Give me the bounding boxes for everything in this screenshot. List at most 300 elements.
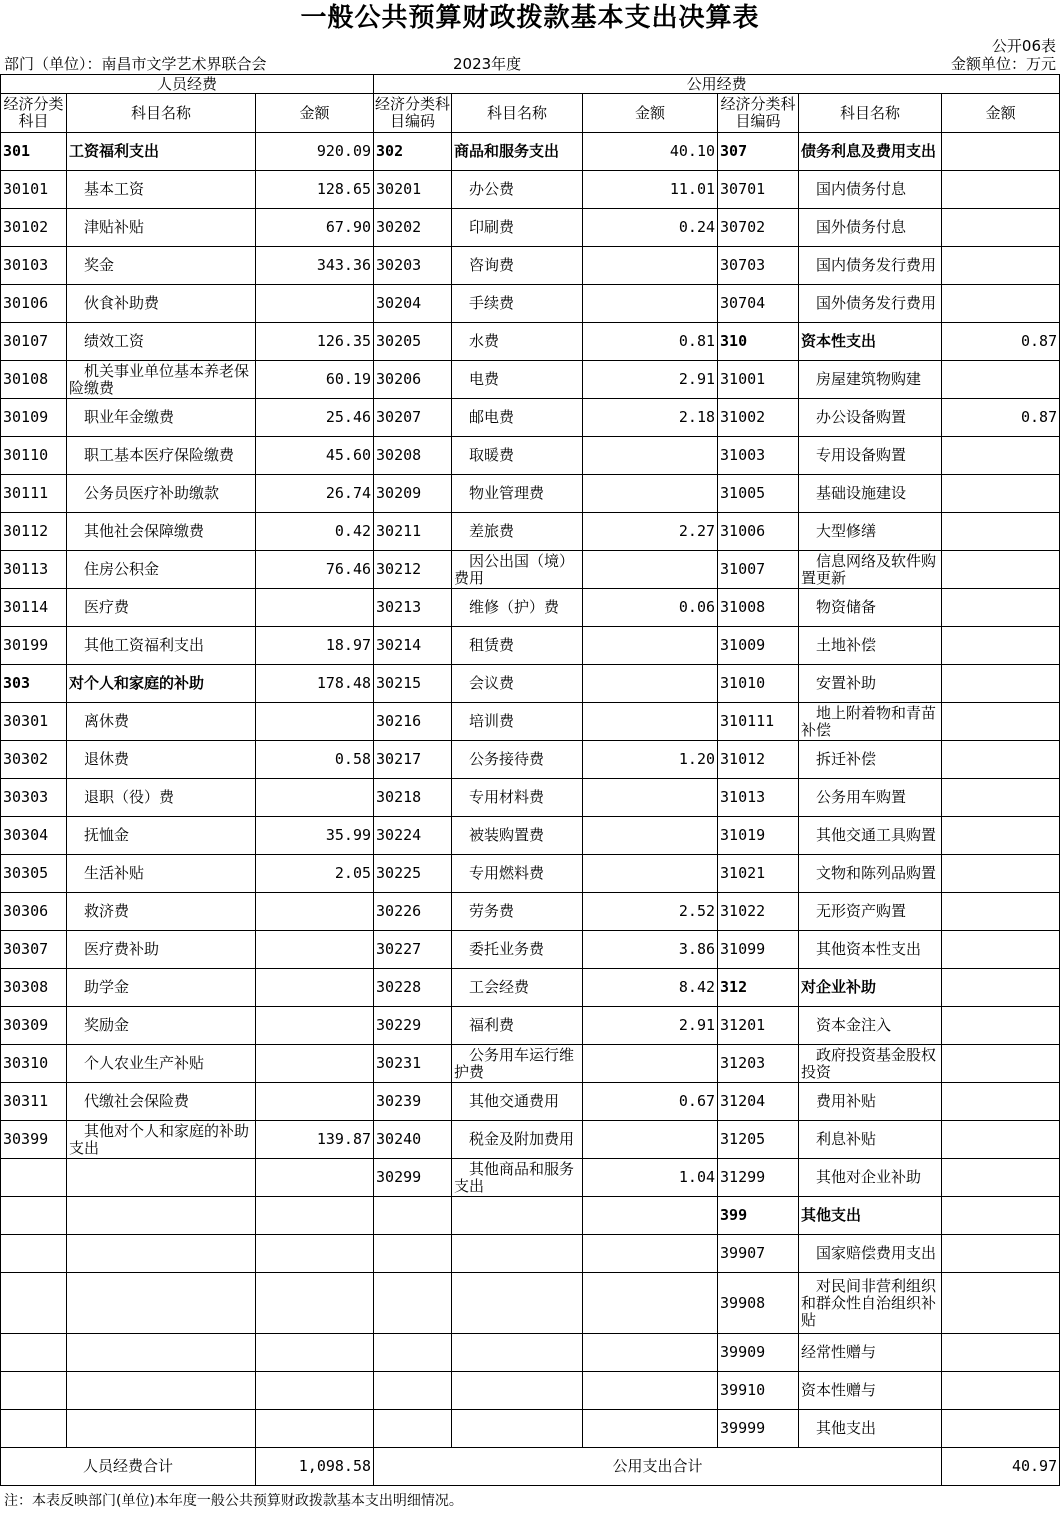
table-row: [1, 969, 1060, 1007]
amount-cell: [942, 437, 1060, 475]
amount-cell: [942, 1197, 1060, 1235]
name-cell: 个人农业生产补贴: [67, 1045, 256, 1083]
code-cell: 30226: [374, 893, 452, 931]
name-cell: 奖励金: [67, 1007, 256, 1045]
amount-cell: 2.91: [583, 361, 718, 399]
code-cell: 307: [718, 133, 799, 171]
name-cell: [452, 1273, 583, 1334]
amount-cell: 2.27: [583, 513, 718, 551]
amount-cell: 25.46: [256, 399, 374, 437]
amount-cell: [942, 361, 1060, 399]
code-cell: 30106: [1, 285, 67, 323]
code-cell: [374, 1372, 452, 1410]
code-cell: 31099: [718, 931, 799, 969]
name-cell: 咨询费: [452, 247, 583, 285]
name-cell: 租赁费: [452, 627, 583, 665]
name-cell: 伙食补助费: [67, 285, 256, 323]
code-cell: 31010: [718, 665, 799, 703]
name-cell: 维修（护）费: [452, 589, 583, 627]
name-cell: 物业管理费: [452, 475, 583, 513]
amount-cell: [942, 209, 1060, 247]
amount-cell: 1.04: [583, 1159, 718, 1197]
name-cell: 离休费: [67, 703, 256, 741]
name-cell: 劳务费: [452, 893, 583, 931]
name-cell: 债务利息及费用支出: [799, 133, 942, 171]
code-cell: 30203: [374, 247, 452, 285]
amount-cell: [583, 1121, 718, 1159]
name-cell: 印刷费: [452, 209, 583, 247]
table-row: [1, 1121, 1060, 1159]
table-row: [1, 855, 1060, 893]
personnel-total-label: 人员经费合计: [1, 1448, 256, 1486]
code-cell: 30209: [374, 475, 452, 513]
department-label: 部门（单位）：南昌市文学艺术界联合会: [4, 55, 267, 73]
table-row: [1, 361, 1060, 399]
amount-cell: [942, 1334, 1060, 1372]
name-cell: 经常性赠与: [799, 1334, 942, 1372]
code-cell: 31005: [718, 475, 799, 513]
name-cell: 委托业务费: [452, 931, 583, 969]
amount-cell: 3.86: [583, 931, 718, 969]
expenditure-table: [0, 74, 1060, 1486]
table-row: [1, 247, 1060, 285]
name-cell: [452, 1334, 583, 1372]
code-cell: [1, 1235, 67, 1273]
name-cell: 因公出国（境）费用: [452, 551, 583, 589]
name-cell: 大型修缮: [799, 513, 942, 551]
amount-cell: 26.74: [256, 475, 374, 513]
footnote: 注：本表反映部门(单位)本年度一般公共预算财政拨款基本支出明细情况。: [4, 1493, 463, 1509]
name-cell: 无形资产购置: [799, 893, 942, 931]
amount-cell: 11.01: [583, 171, 718, 209]
code-cell: 30302: [1, 741, 67, 779]
name-cell: 基础设施建设: [799, 475, 942, 513]
code-cell: 30101: [1, 171, 67, 209]
group-header-personnel: 人员经费: [1, 75, 374, 94]
code-cell: 30309: [1, 1007, 67, 1045]
name-cell: 费用补贴: [799, 1083, 942, 1121]
amount-cell: [942, 551, 1060, 589]
code-cell: 30108: [1, 361, 67, 399]
amount-cell: [942, 589, 1060, 627]
table-row: [1, 475, 1060, 513]
amount-cell: [942, 1121, 1060, 1159]
name-cell: 生活补贴: [67, 855, 256, 893]
code-cell: 30306: [1, 893, 67, 931]
code-cell: 30703: [718, 247, 799, 285]
name-cell: 拆迁补偿: [799, 741, 942, 779]
code-cell: 39999: [718, 1410, 799, 1448]
name-cell: 取暖费: [452, 437, 583, 475]
code-cell: 30218: [374, 779, 452, 817]
amount-cell: [942, 817, 1060, 855]
table-row: [1, 551, 1060, 589]
code-cell: 302: [374, 133, 452, 171]
amount-cell: [583, 1372, 718, 1410]
amount-cell: [942, 475, 1060, 513]
table-row: [1, 703, 1060, 741]
table-row: [1, 285, 1060, 323]
name-cell: 商品和服务支出: [452, 133, 583, 171]
code-cell: 31201: [718, 1007, 799, 1045]
code-cell: 31019: [718, 817, 799, 855]
code-cell: 30109: [1, 399, 67, 437]
name-cell: 基本工资: [67, 171, 256, 209]
code-cell: 31022: [718, 893, 799, 931]
code-cell: [1, 1197, 67, 1235]
code-cell: 30211: [374, 513, 452, 551]
amount-cell: 139.87: [256, 1121, 374, 1159]
amount-cell: [942, 1159, 1060, 1197]
amount-cell: [583, 1334, 718, 1372]
header-code: 经济分类科目编码: [718, 94, 799, 133]
name-cell: 水费: [452, 323, 583, 361]
name-cell: 工资福利支出: [67, 133, 256, 171]
name-cell: 医疗费补助: [67, 931, 256, 969]
code-cell: [1, 1372, 67, 1410]
name-cell: 培训费: [452, 703, 583, 741]
amount-cell: 76.46: [256, 551, 374, 589]
amount-cell: 35.99: [256, 817, 374, 855]
name-cell: 奖金: [67, 247, 256, 285]
code-cell: 30307: [1, 931, 67, 969]
table-row: [1, 1197, 1060, 1235]
table-row: [1, 589, 1060, 627]
amount-cell: [256, 1159, 374, 1197]
header-name: 科目名称: [799, 94, 942, 133]
name-cell: 专用材料费: [452, 779, 583, 817]
table-row: [1, 1159, 1060, 1197]
name-cell: 其他对个人和家庭的补助支出: [67, 1121, 256, 1159]
code-cell: 30303: [1, 779, 67, 817]
amount-cell: [583, 627, 718, 665]
name-cell: 专用设备购置: [799, 437, 942, 475]
code-cell: 30204: [374, 285, 452, 323]
code-cell: 30206: [374, 361, 452, 399]
code-cell: 30113: [1, 551, 67, 589]
header-name: 科目名称: [67, 94, 256, 133]
code-cell: 30216: [374, 703, 452, 741]
amount-cell: [942, 1410, 1060, 1448]
code-cell: 31204: [718, 1083, 799, 1121]
name-cell: 助学金: [67, 969, 256, 1007]
amount-cell: 2.91: [583, 1007, 718, 1045]
name-cell: 会议费: [452, 665, 583, 703]
amount-cell: [583, 779, 718, 817]
amount-cell: [942, 1273, 1060, 1334]
table-row: [1, 209, 1060, 247]
table-row: [1, 665, 1060, 703]
code-cell: 30213: [374, 589, 452, 627]
table-row: [1, 1007, 1060, 1045]
name-cell: 利息补贴: [799, 1121, 942, 1159]
name-cell: 公务员医疗补助缴款: [67, 475, 256, 513]
name-cell: 其他资本性支出: [799, 931, 942, 969]
code-cell: 30202: [374, 209, 452, 247]
amount-cell: [583, 1273, 718, 1334]
name-cell: 其他对企业补助: [799, 1159, 942, 1197]
table-row: [1, 513, 1060, 551]
name-cell: 资本性赠与: [799, 1372, 942, 1410]
code-cell: 30299: [374, 1159, 452, 1197]
amount-cell: [942, 855, 1060, 893]
amount-cell: [942, 513, 1060, 551]
amount-cell: [256, 1235, 374, 1273]
amount-cell: [256, 1334, 374, 1372]
name-cell: [67, 1159, 256, 1197]
amount-cell: [942, 1007, 1060, 1045]
table-row: [1, 893, 1060, 931]
code-cell: 39909: [718, 1334, 799, 1372]
table-row: [1, 399, 1060, 437]
code-cell: [374, 1410, 452, 1448]
name-cell: 公务用车运行维护费: [452, 1045, 583, 1083]
name-cell: 邮电费: [452, 399, 583, 437]
name-cell: 国外债务付息: [799, 209, 942, 247]
amount-cell: 60.19: [256, 361, 374, 399]
amount-cell: [583, 437, 718, 475]
code-cell: 31299: [718, 1159, 799, 1197]
amount-cell: [942, 1372, 1060, 1410]
amount-cell: [942, 779, 1060, 817]
year-label: 2023年度: [453, 55, 522, 73]
code-cell: 30111: [1, 475, 67, 513]
name-cell: [67, 1410, 256, 1448]
amount-cell: [583, 285, 718, 323]
amount-cell: [942, 627, 1060, 665]
table-row: [1, 1410, 1060, 1448]
amount-cell: [256, 1197, 374, 1235]
code-cell: 31012: [718, 741, 799, 779]
name-cell: [452, 1197, 583, 1235]
name-cell: 其他交通费用: [452, 1083, 583, 1121]
name-cell: 其他交通工具购置: [799, 817, 942, 855]
amount-cell: 1.20: [583, 741, 718, 779]
amount-cell: [942, 703, 1060, 741]
amount-cell: 2.05: [256, 855, 374, 893]
code-cell: 30205: [374, 323, 452, 361]
code-cell: [374, 1197, 452, 1235]
amount-cell: [942, 665, 1060, 703]
amount-cell: [583, 855, 718, 893]
code-cell: 310111: [718, 703, 799, 741]
code-cell: 30399: [1, 1121, 67, 1159]
name-cell: 代缴社会保险费: [67, 1083, 256, 1121]
name-cell: 退职（役）费: [67, 779, 256, 817]
amount-cell: [942, 1045, 1060, 1083]
name-cell: 土地补偿: [799, 627, 942, 665]
code-cell: 30199: [1, 627, 67, 665]
name-cell: 国内债务付息: [799, 171, 942, 209]
table-row: [1, 1273, 1060, 1334]
amount-cell: [942, 1235, 1060, 1273]
amount-cell: [583, 475, 718, 513]
code-cell: 30217: [374, 741, 452, 779]
amount-cell: 0.87: [942, 399, 1060, 437]
code-cell: [1, 1334, 67, 1372]
code-cell: 30702: [718, 209, 799, 247]
name-cell: 专用燃料费: [452, 855, 583, 893]
amount-cell: [256, 703, 374, 741]
amount-cell: [942, 285, 1060, 323]
amount-cell: [942, 247, 1060, 285]
amount-cell: 18.97: [256, 627, 374, 665]
amount-cell: [256, 893, 374, 931]
amount-cell: 0.24: [583, 209, 718, 247]
code-cell: [1, 1273, 67, 1334]
code-cell: 30110: [1, 437, 67, 475]
amount-cell: [583, 247, 718, 285]
header-amount: 金额: [256, 94, 374, 133]
name-cell: 退休费: [67, 741, 256, 779]
header-code: 经济分类科目: [1, 94, 67, 133]
amount-cell: 2.18: [583, 399, 718, 437]
code-cell: 30224: [374, 817, 452, 855]
name-cell: 其他支出: [799, 1410, 942, 1448]
code-cell: 31009: [718, 627, 799, 665]
amount-cell: [256, 1372, 374, 1410]
code-cell: 31006: [718, 513, 799, 551]
name-cell: 职工基本医疗保险缴费: [67, 437, 256, 475]
code-cell: 30201: [374, 171, 452, 209]
code-cell: 30308: [1, 969, 67, 1007]
amount-cell: [942, 171, 1060, 209]
amount-cell: 0.42: [256, 513, 374, 551]
table-row: [1, 1045, 1060, 1083]
code-cell: 30208: [374, 437, 452, 475]
header-amount: 金额: [583, 94, 718, 133]
amount-cell: [256, 589, 374, 627]
amount-cell: [583, 703, 718, 741]
code-cell: 30103: [1, 247, 67, 285]
amount-cell: [256, 1410, 374, 1448]
amount-cell: [583, 1045, 718, 1083]
page-title: 一般公共预算财政拨款基本支出决算表: [300, 3, 760, 33]
name-cell: 差旅费: [452, 513, 583, 551]
table-row: [1, 1235, 1060, 1273]
name-cell: 资本金注入: [799, 1007, 942, 1045]
name-cell: 国外债务发行费用: [799, 285, 942, 323]
code-cell: 312: [718, 969, 799, 1007]
name-cell: 对企业补助: [799, 969, 942, 1007]
name-cell: 对个人和家庭的补助: [67, 665, 256, 703]
name-cell: 机关事业单位基本养老保险缴费: [67, 361, 256, 399]
amount-cell: [256, 1083, 374, 1121]
code-cell: 31003: [718, 437, 799, 475]
name-cell: 抚恤金: [67, 817, 256, 855]
amount-cell: [583, 1410, 718, 1448]
amount-cell: 0.81: [583, 323, 718, 361]
header-name: 科目名称: [452, 94, 583, 133]
code-cell: 301: [1, 133, 67, 171]
code-cell: 39908: [718, 1273, 799, 1334]
amount-cell: 128.65: [256, 171, 374, 209]
name-cell: [67, 1197, 256, 1235]
unit-label: 金额单位：万元: [950, 55, 1056, 73]
public-total-label: 公用支出合计: [374, 1448, 942, 1486]
code-cell: 31001: [718, 361, 799, 399]
amount-cell: 67.90: [256, 209, 374, 247]
code-cell: 31021: [718, 855, 799, 893]
header-amount: 金额: [942, 94, 1060, 133]
name-cell: [452, 1410, 583, 1448]
amount-cell: 8.42: [583, 969, 718, 1007]
amount-cell: 343.36: [256, 247, 374, 285]
code-cell: 30102: [1, 209, 67, 247]
amount-cell: 40.10: [583, 133, 718, 171]
amount-cell: [942, 931, 1060, 969]
amount-cell: [942, 133, 1060, 171]
table-number: 公开06表: [991, 37, 1056, 55]
code-cell: 30310: [1, 1045, 67, 1083]
code-cell: 30112: [1, 513, 67, 551]
name-cell: 其他支出: [799, 1197, 942, 1235]
amount-cell: [583, 1197, 718, 1235]
personnel-total-amount: 1,098.58: [256, 1448, 374, 1486]
amount-cell: [256, 779, 374, 817]
code-cell: 30239: [374, 1083, 452, 1121]
code-cell: 30225: [374, 855, 452, 893]
amount-cell: [942, 969, 1060, 1007]
table-row: [1, 627, 1060, 665]
table-row: [1, 1334, 1060, 1372]
table-row: [1, 323, 1060, 361]
amount-cell: [256, 1007, 374, 1045]
code-cell: 39907: [718, 1235, 799, 1273]
code-cell: 30311: [1, 1083, 67, 1121]
name-cell: [452, 1235, 583, 1273]
name-cell: [67, 1372, 256, 1410]
amount-cell: [583, 665, 718, 703]
amount-cell: [256, 285, 374, 323]
name-cell: 政府投资基金股权投资: [799, 1045, 942, 1083]
code-cell: 31008: [718, 589, 799, 627]
amount-cell: [583, 1235, 718, 1273]
name-cell: 公务用车购置: [799, 779, 942, 817]
name-cell: 对民间非营利组织和群众性自治组织补贴: [799, 1273, 942, 1334]
code-cell: 30214: [374, 627, 452, 665]
name-cell: 绩效工资: [67, 323, 256, 361]
code-cell: 39910: [718, 1372, 799, 1410]
amount-cell: [942, 741, 1060, 779]
code-cell: [1, 1410, 67, 1448]
code-cell: 30301: [1, 703, 67, 741]
name-cell: 税金及附加费用: [452, 1121, 583, 1159]
amount-cell: [256, 1045, 374, 1083]
code-cell: 30231: [374, 1045, 452, 1083]
table-row: [1, 741, 1060, 779]
table-row: [1, 1083, 1060, 1121]
code-cell: 30215: [374, 665, 452, 703]
code-cell: 30107: [1, 323, 67, 361]
table-row: [1, 931, 1060, 969]
name-cell: 其他工资福利支出: [67, 627, 256, 665]
code-cell: 30240: [374, 1121, 452, 1159]
name-cell: 文物和陈列品购置: [799, 855, 942, 893]
code-cell: 30229: [374, 1007, 452, 1045]
code-cell: 30228: [374, 969, 452, 1007]
code-cell: 30701: [718, 171, 799, 209]
table-row: [1, 133, 1060, 171]
amount-cell: 2.52: [583, 893, 718, 931]
code-cell: 31013: [718, 779, 799, 817]
code-cell: 303: [1, 665, 67, 703]
amount-cell: 920.09: [256, 133, 374, 171]
header-code: 经济分类科目编码: [374, 94, 452, 133]
name-cell: [67, 1273, 256, 1334]
name-cell: 职业年金缴费: [67, 399, 256, 437]
name-cell: 被装购置费: [452, 817, 583, 855]
